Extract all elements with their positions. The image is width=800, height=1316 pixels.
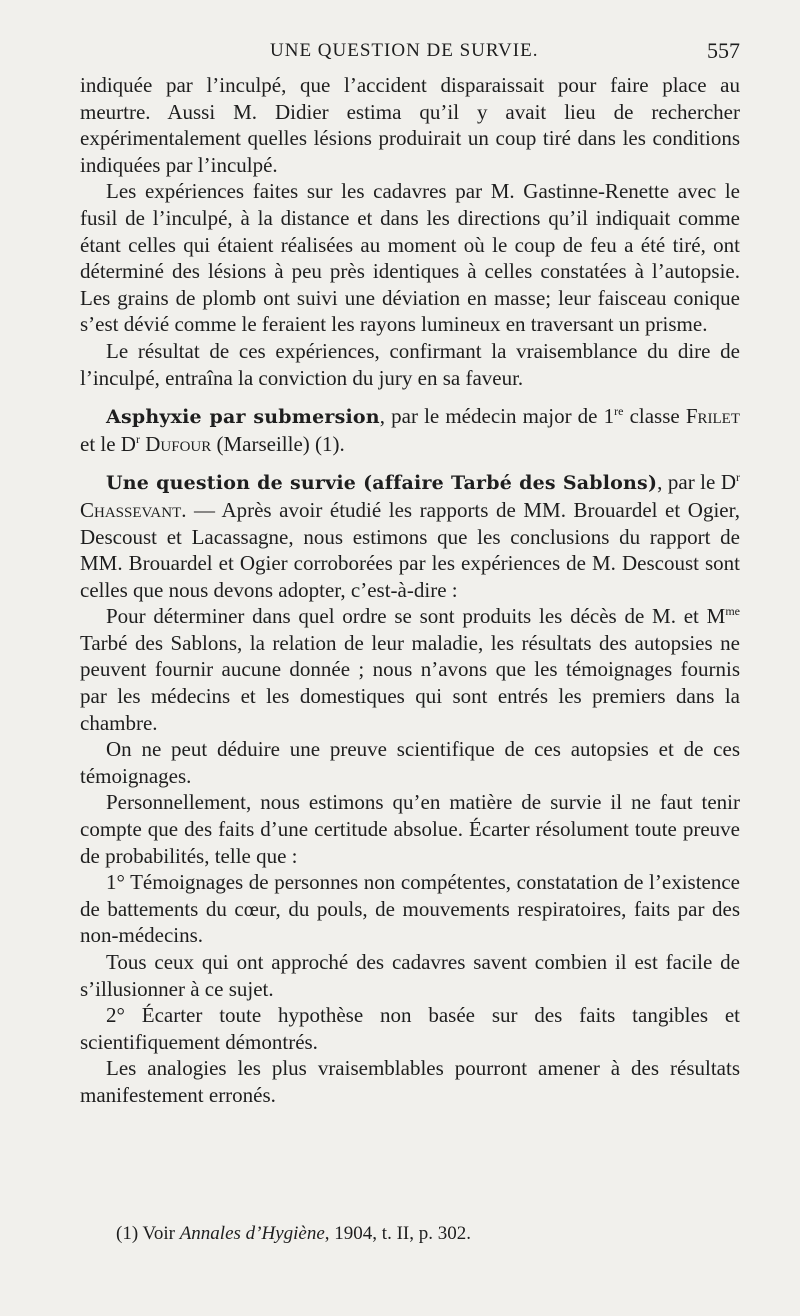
page (80, 36, 740, 1109)
paragraph-9: Tous ceux qui ont approché des cadavres savent combien il est facile de s’illusionner à ce sujet. (80, 950, 740, 1001)
asphyxie-title: Asphyxie par submersion (106, 406, 380, 429)
author-dufour: Dufour (139, 431, 212, 456)
author-frilet: Frilet (685, 404, 740, 429)
paragraph-11: Les analogies les plus vraisemblables pourront amener à des résultats manifestement erronés. (80, 1056, 740, 1107)
paragraph-6: On ne peut déduire une preuve scientifique de ces autopsies et de ces témoignages. (80, 737, 740, 788)
asphyxie-entry: Asphyxie par submersion, par le médecin major de 1re classe Frilet et le $D^r$ Dufour (Marseille) (1). (80, 404, 740, 456)
paragraph-3: Le résultat de ces expériences, confirmant la vraisemblance du dire de l’inculpé, entraîna la conviction du jury en sa faveur. (80, 338, 740, 390)
journal-title: Annales d’Hygiène (179, 1223, 325, 1244)
running-head (80, 36, 740, 72)
running-title: UNE QUESTION DE SURVIE. (270, 40, 539, 61)
survie-title: Une question de survie (affaire Tarbé des Sablons) (106, 472, 658, 495)
paragraph-7: Personnellement, nous estimons qu’en matière de survie il ne faut tenir compte que des faits d’une certitude absolue. Écarter résolument toute preuve de probabilités, telle que : (80, 790, 740, 868)
footnote: (1) Voir Annales d’Hygiène, 1904, t. II, p. 302. (116, 1223, 471, 1244)
paragraph-10: 2° Écarter toute hypothèse non basée sur des faits tangibles et scientifiquement démontrés. (80, 1003, 740, 1054)
author-chassevant: Chassevant. (80, 497, 187, 522)
paragraph-1: indiquée par l’inculpé, que l’accident disparaissait pour faire place au meurtre. Aussi M. Didier estima qu’il y avait lieu de rechercher expérimentalement quelles lésions produirait un coup tiré dans les conditions indiquées par l’inculpé. (80, 73, 740, 177)
survie-entry: Une question de survie (affaire Tarbé des Sablons), par le $D^r$ Chassevant. — Après avoir étudié les rapports de MM. Brouardel et Ogier, Descoust et Lacassagne, nous estimons que les conclusions du rapport de MM. Brouardel et Ogier corroborées par les expériences de M. Descoust sont celles que nous devons adopter, c’est-à-dire : (80, 470, 740, 602)
paragraph-2: Les expériences faites sur les cadavres par M. Gastinne-Renette avec le fusil de l’inculpé, à la distance et dans les directions qu’il indiquait comme étant celles qui étaient réalisées au moment où le coup de feu a été tiré, ont déterminé des lésions à peu près identiques à celles constatées à l’autopsie. Les grains de plomb ont suivi une déviation en masse; leur faisceau conique s’est dévié comme le feraient les rayons lumineux en traversant un prisme. (80, 179, 740, 337)
page-number: 557 (707, 38, 740, 63)
paragraph-5: Pour déterminer dans quel ordre se sont produits les décès de M. et $M^{me}$ Tarbé des Sablons, la relation de leur maladie, les résultats des autopsies ne peuvent fournir aucune donnée ; nous n’avons que les témoignages fournis par les médecins et les domestiques qui sont entrés les premiers dans la chambre. (80, 604, 740, 735)
paragraph-8: 1° Témoignages de personnes non compétentes, constatation de l’existence de battements du cœur, du pouls, de mouvements respiratoires, faits par des non-médecins. (80, 870, 740, 948)
